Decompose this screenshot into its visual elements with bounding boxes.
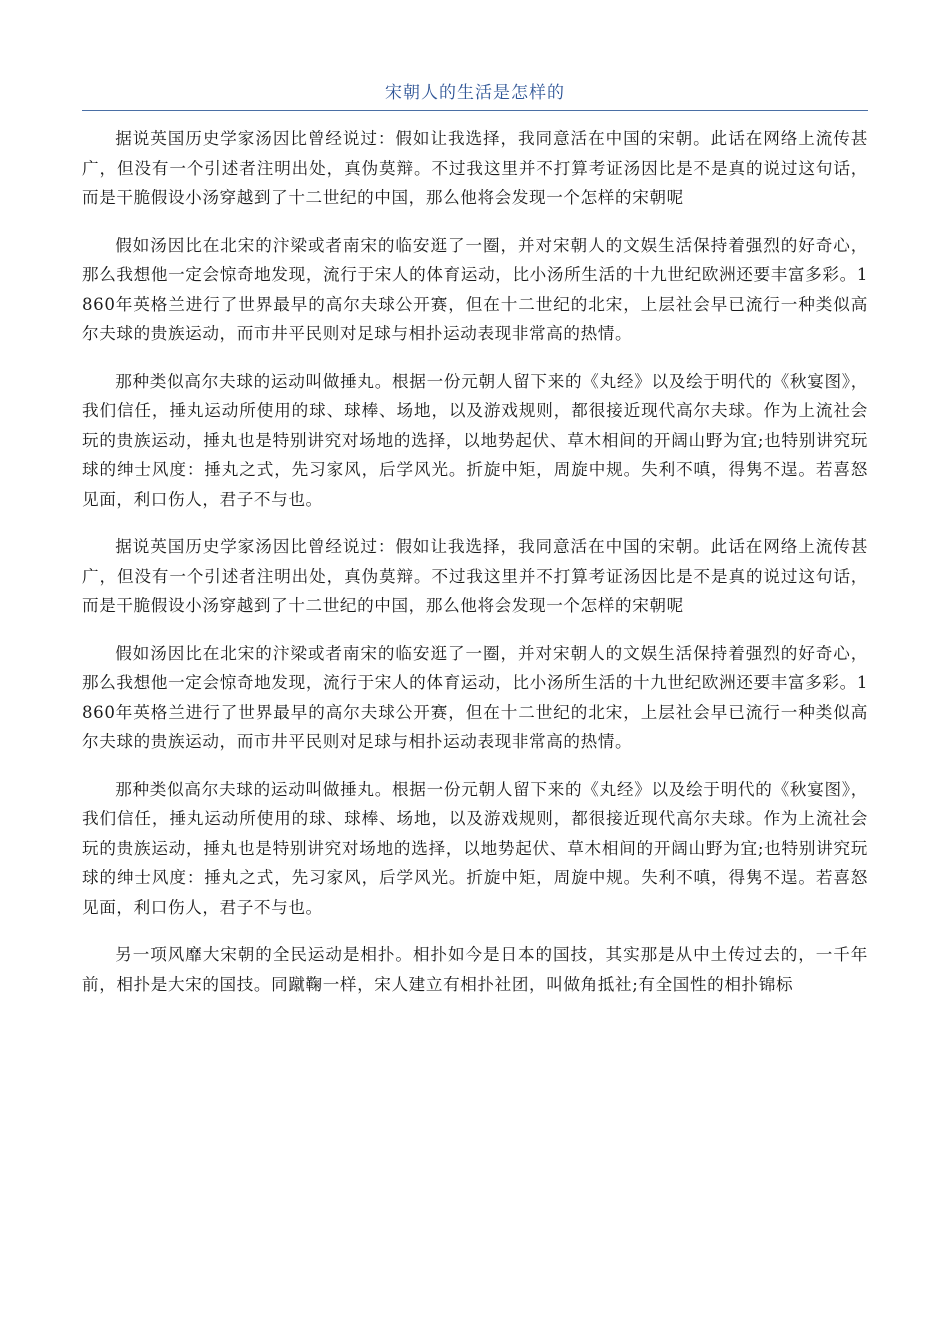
page-title: 宋朝人的生活是怎样的 [385, 83, 565, 103]
page-header [82, 80, 868, 111]
paragraph: 假如汤因比在北宋的汴梁或者南宋的临安逛了一圈，并对宋朝人的文娱生活保持着强烈的好奇心，那么我想他一定会惊奇地发现，流行于宋人的体育运动，比小汤所生活的十九世纪欧洲还要丰富多彩。1860年英格兰进行了世界最早的高尔夫球公开赛，但在十二世纪的北宋，上层社会早已流行一种类似高尔夫球的贵族运动，而市井平民则对足球与相扑运动表现非常高的热情。 [82, 643, 868, 751]
paragraph: 那种类似高尔夫球的运动叫做捶丸。根据一份元朝人留下来的《丸经》以及绘于明代的《秋宴图》，我们信任，捶丸运动所使用的球、球棒、场地，以及游戏规则，都很接近现代高尔夫球。作为上流社会玩的贵族运动，捶丸也是特别讲究对场地的选择，以地势起伏、草木相间的开阔山野为宜;也特别讲究玩球的绅士风度：捶丸之式，先习家风，后学风光。折旋中矩，周旋中规。失利不嗔，得隽不逞。若喜怒见面，利口伤人，君子不与也。 [82, 779, 868, 917]
paragraph: 那种类似高尔夫球的运动叫做捶丸。根据一份元朝人留下来的《丸经》以及绘于明代的《秋宴图》，我们信任，捶丸运动所使用的球、球棒、场地，以及游戏规则，都很接近现代高尔夫球。作为上流社会玩的贵族运动，捶丸也是特别讲究对场地的选择，以地势起伏、草木相间的开阔山野为宜;也特别讲究玩球的绅士风度：捶丸之式，先习家风，后学风光。折旋中矩，周旋中规。失利不嗔，得隽不逞。若喜怒见面，利口伤人，君子不与也。 [82, 371, 868, 509]
paragraph: 另一项风靡大宋朝的全民运动是相扑。相扑如今是日本的国技，其实那是从中土传过去的，一千年前，相扑是大宋的国技。同蹴鞠一样，宋人建立有相扑社团，叫做角抵社;有全国性的相扑锦标 [82, 945, 868, 994]
paragraph: 假如汤因比在北宋的汴梁或者南宋的临安逛了一圈，并对宋朝人的文娱生活保持着强烈的好奇心，那么我想他一定会惊奇地发现，流行于宋人的体育运动，比小汤所生活的十九世纪欧洲还要丰富多彩。1860年英格兰进行了世界最早的高尔夫球公开赛，但在十二世纪的北宋，上层社会早已流行一种类似高尔夫球的贵族运动，而市井平民则对足球与相扑运动表现非常高的热情。 [82, 235, 868, 343]
paragraph: 据说英国历史学家汤因比曾经说过：假如让我选择，我同意活在中国的宋朝。此话在网络上流传甚广，但没有一个引述者注明出处，真伪莫辩。不过我这里并不打算考证汤因比是不是真的说过这句话，而是干脆假设小汤穿越到了十二世纪的中国，那么他将会发现一个怎样的宋朝呢 [82, 537, 868, 615]
document-body [82, 124, 868, 1017]
paragraph: 据说英国历史学家汤因比曾经说过：假如让我选择，我同意活在中国的宋朝。此话在网络上流传甚广，但没有一个引述者注明出处，真伪莫辩。不过我这里并不打算考证汤因比是不是真的说过这句话，而是干脆假设小汤穿越到了十二世纪的中国，那么他将会发现一个怎样的宋朝呢 [82, 129, 868, 207]
